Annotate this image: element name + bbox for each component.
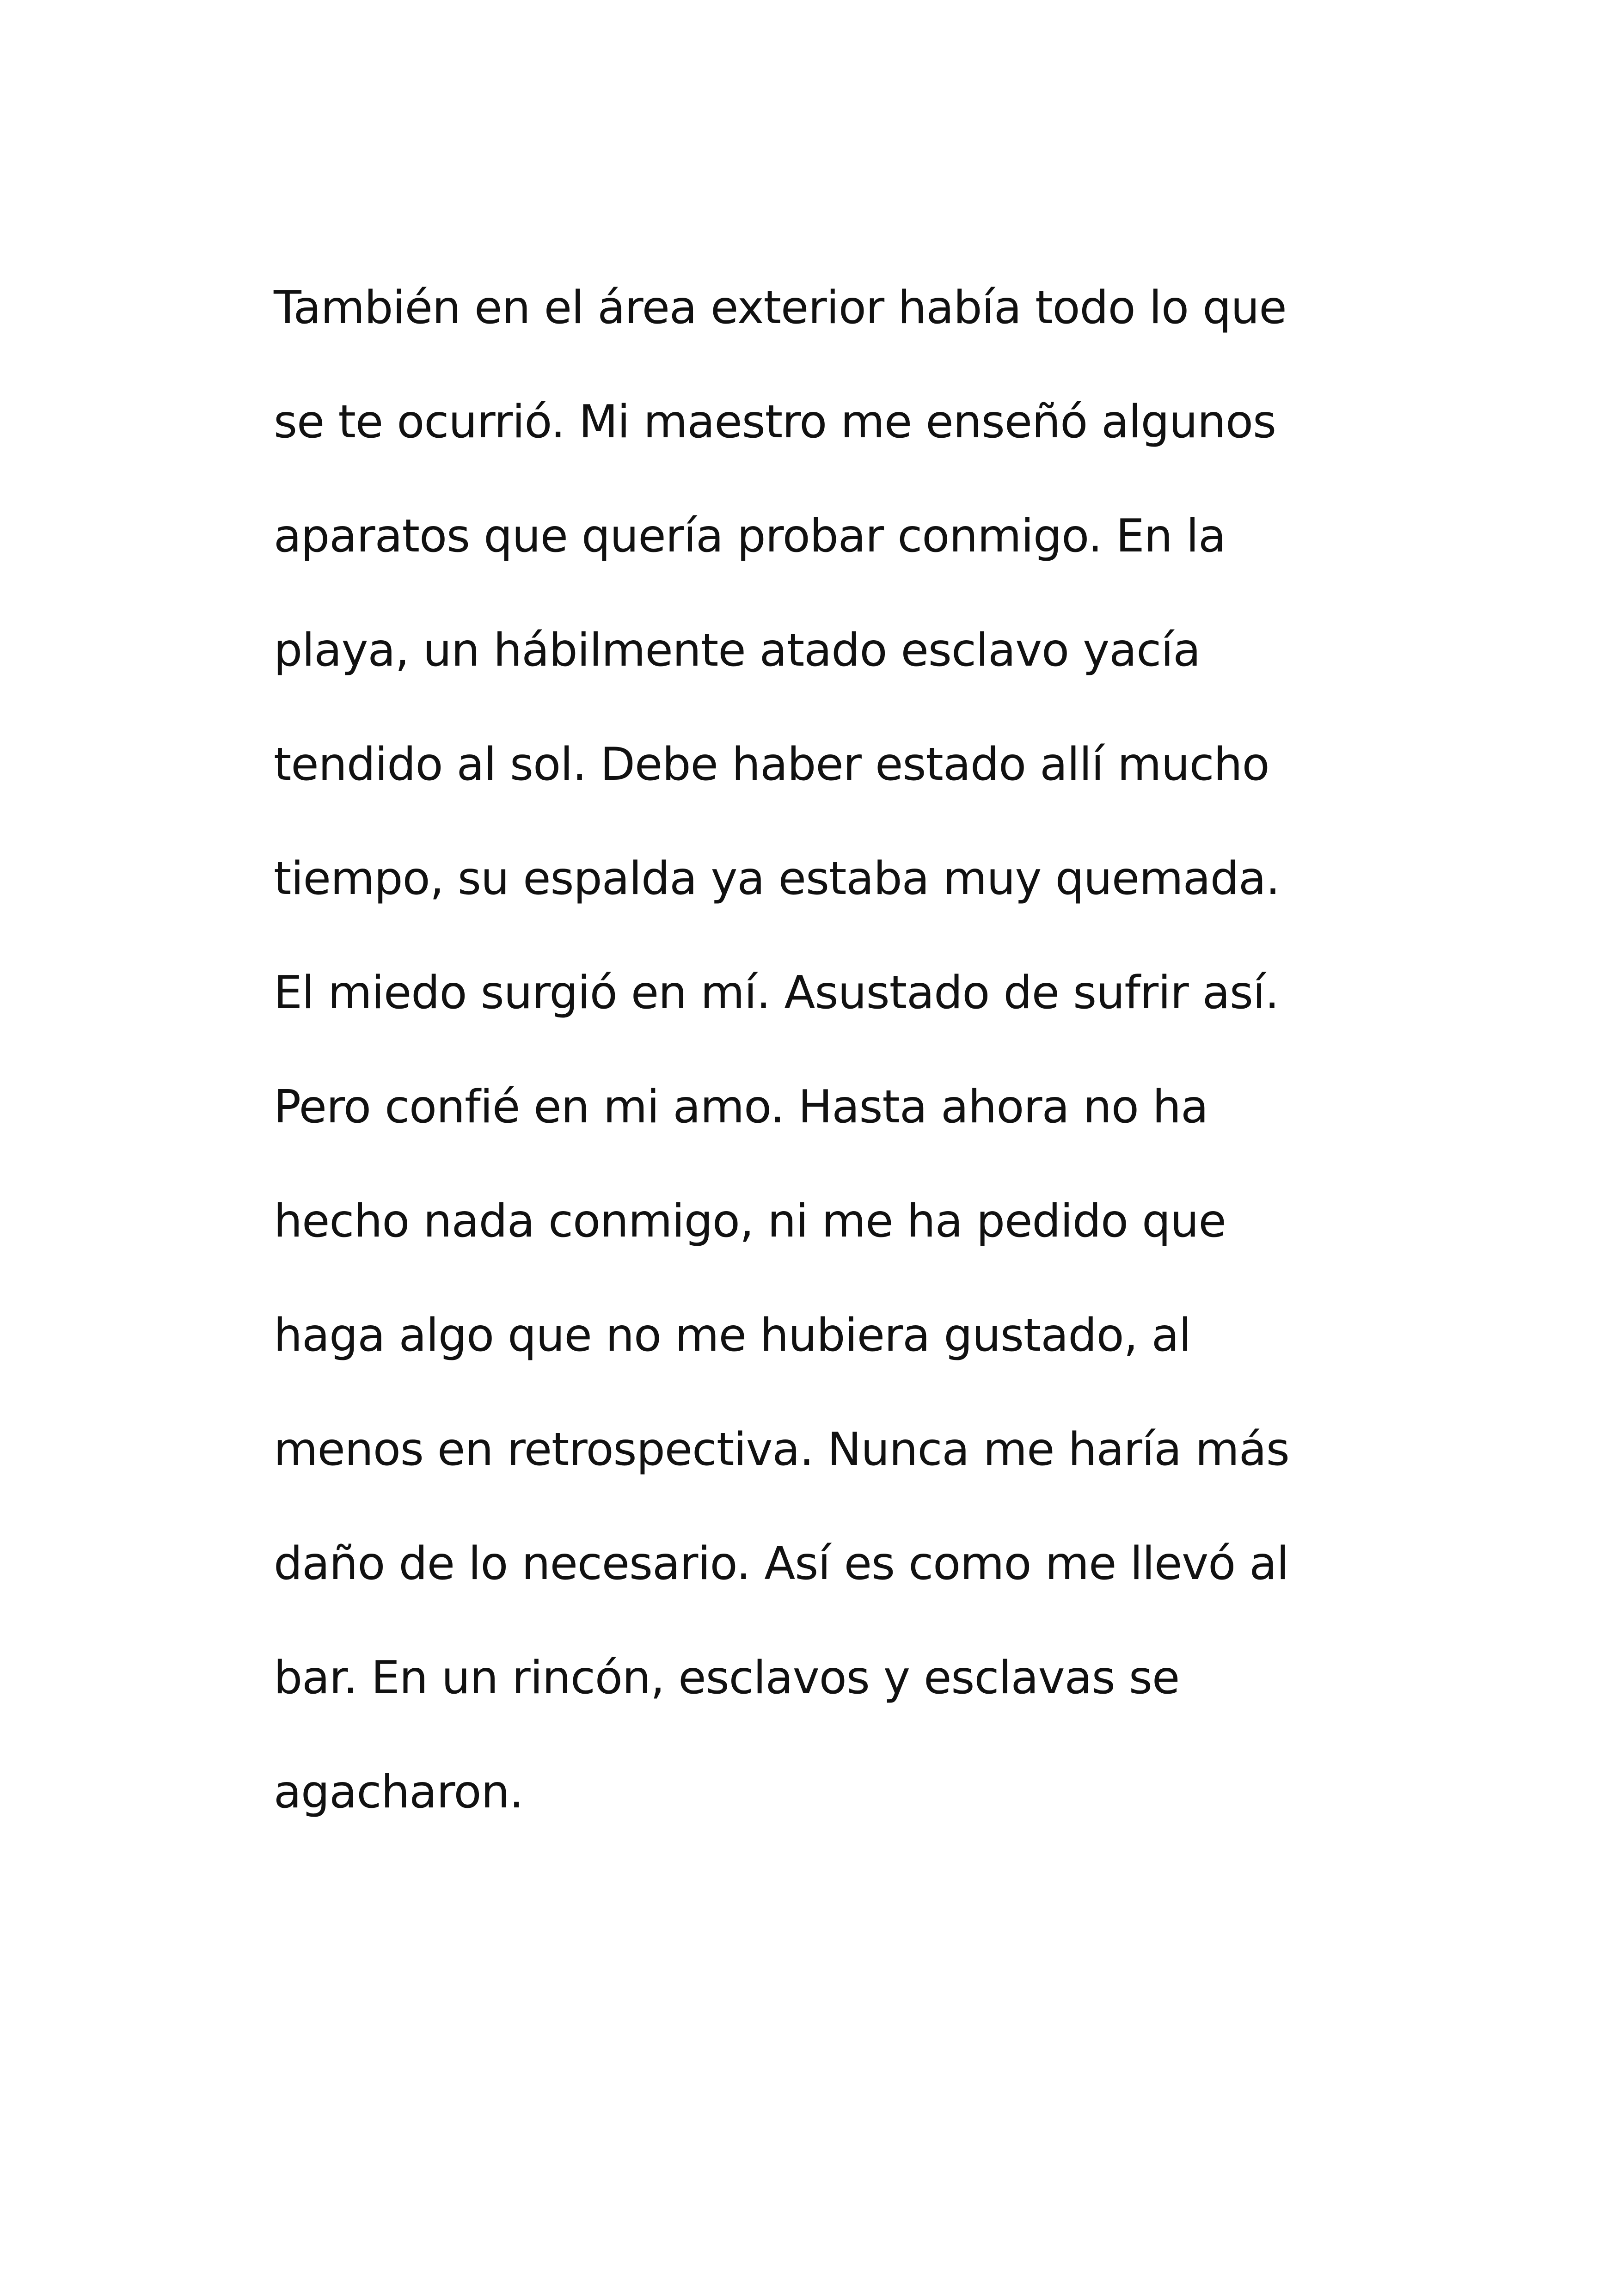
text-line: tendido al sol. Debe haber estado allí mucho <box>274 738 1269 791</box>
text-line: menos en retrospectiva. Nunca me haría más <box>274 1423 1289 1476</box>
text-line: Pero confié en mi amo. Hasta ahora no ha <box>274 1081 1208 1133</box>
text-line: playa, un hábilmente atado esclavo yacía <box>274 624 1201 677</box>
body-paragraph <box>274 262 1392 1860</box>
text-line: aparatos que quería probar conmigo. En la <box>274 510 1226 563</box>
text-line: haga algo que no me hubiera gustado, al <box>274 1309 1191 1362</box>
text-line: hecho nada conmigo, ni me ha pedido que <box>274 1195 1226 1248</box>
text-line: bar. En un rincón, esclavos y esclavas se <box>274 1652 1180 1704</box>
text-line: tiempo, su espalda ya estaba muy quemada. <box>274 852 1280 905</box>
text-line: agacharon. <box>274 1766 523 1818</box>
text-line: El miedo surgió en mí. Asustado de sufrir así. <box>274 967 1279 1019</box>
text-line: daño de lo necesario. Así es como me llevó al <box>274 1537 1289 1590</box>
text-line: se te ocurrió. Mi maestro me enseñó algunos <box>274 396 1276 448</box>
text-line: También en el área exterior había todo lo que <box>274 282 1287 334</box>
